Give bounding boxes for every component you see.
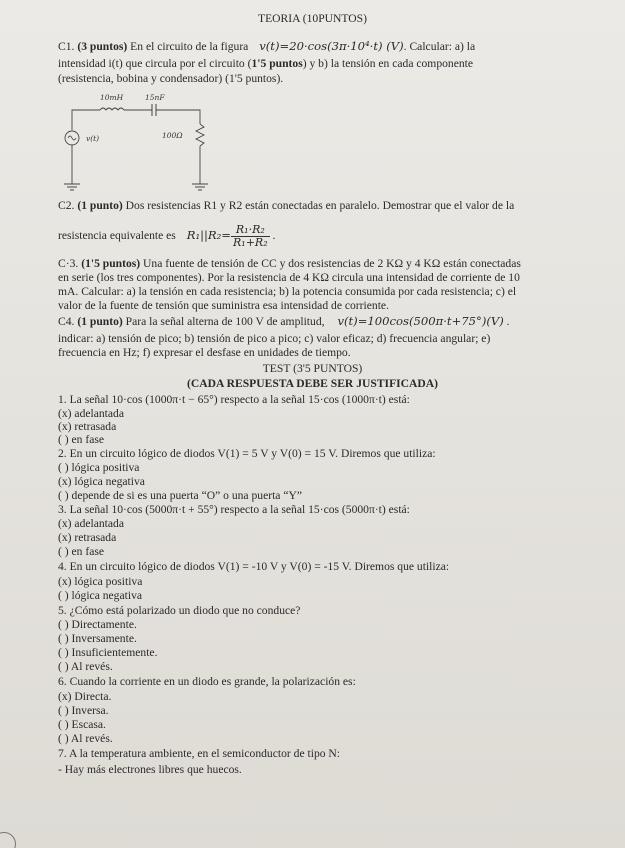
q3-text: 3. La señal 10·cos (5000π·t + 55°) respecto a la señal 15·cos (5000π·t) está:: [58, 503, 410, 516]
c3-line-2: en serie (los tres componentes). Por la resistencia de 4 KΩ circula una intensidad de corriente de 10: [58, 271, 520, 284]
source-label: v(t): [86, 134, 100, 143]
q6-option-3[interactable]: ( ) Escasa.: [58, 718, 106, 731]
c4-line-2: indicar: a) tensión de pico; b) tensión de pico a pico; c) valor eficaz; d) frecuencia angular; e): [58, 332, 491, 345]
q5-option-4[interactable]: ( ) Al revés.: [58, 660, 113, 673]
q5-text: 5. ¿Cómo está polarizado un diodo que no conduce?: [58, 604, 301, 617]
inductor-symbol: [100, 108, 124, 110]
c2-text-2: resistencia equivalente es: [58, 229, 176, 242]
sine-icon: [68, 136, 76, 140]
c2-line-2: resistencia equivalente es R₁||R₂= $\frac{\text{R₁·R₂}}{\text{R₁+R₂}}$ .: [58, 222, 276, 249]
c1-line2-b: 1'5 puntos: [251, 57, 303, 70]
test-subtitle: (CADA RESPUESTA DEBE SER JUSTIFICADA): [186, 377, 439, 390]
c1-line2-a: intensidad i(t) que circula por el circuito (: [58, 57, 252, 70]
q1-option-1[interactable]: (x) adelantada: [58, 407, 124, 420]
q6-option-4[interactable]: ( ) Al revés.: [58, 732, 113, 745]
q6-option-1[interactable]: (x) Directa.: [58, 690, 112, 703]
q5-option-2[interactable]: ( ) Inversamente.: [58, 632, 137, 645]
q1-option-2[interactable]: (x) retrasada: [58, 420, 117, 433]
q4-option-2[interactable]: ( ) lógica negativa: [58, 589, 143, 602]
c4-points: (1 punto): [77, 315, 123, 328]
q7-answer: - Hay más electrones libres que huecos.: [58, 763, 242, 776]
capacitor-label: 15nF: [145, 93, 165, 102]
c2-line-1: [58, 199, 625, 212]
c3-label: C·3.: [58, 257, 79, 270]
q7-text: 7. A la temperatura ambiente, en el semiconductor de tipo N:: [58, 747, 341, 760]
c3-points: (1'5 puntos): [81, 257, 141, 270]
capacitor-symbol: [152, 104, 156, 116]
c1-text-2: . Calcular: a) la: [403, 40, 476, 53]
c4-line-1: C4. (1 punto) Para la señal alterna de 100 V de amplitud, v(t)=100cos(500π·t+75°)(V) .: [58, 314, 510, 328]
resistor-symbol: [196, 124, 204, 146]
c1-line-1: [58, 40, 625, 53]
c2-fraction: [231, 224, 270, 249]
c2-label: C2.: [58, 199, 75, 212]
c2-formula-left: R₁||R₂=: [186, 228, 232, 242]
q1-text: 1. La señal 10·cos (1000π·t − 65°) respecto a la señal 15·cos (1000π·t) está:: [58, 393, 410, 406]
q4-text: 4. En un circuito lógico de diodos V(1) = -10 V y V(0) = -15 V. Diremos que utiliza:: [58, 560, 450, 573]
q2-text: 2. En un circuito lógico de diodos V(1) = 5 V y V(0) = 15 V. Diremos que utiliza:: [58, 447, 436, 460]
rlc-circuit-diagram: [60, 92, 220, 202]
c3-line-1: [58, 257, 625, 270]
ground-icon-left: [64, 184, 80, 190]
q2-option-1[interactable]: ( ) lógica positiva: [58, 461, 140, 474]
c2-text-1: Dos resistencias R1 y R2 están conectadas en paralelo. Demostrar que el valor de la: [122, 199, 515, 212]
c2-fraction-numerator: R₁·R₂: [231, 224, 270, 237]
c1-label: C1.: [58, 40, 75, 53]
inductor-label: 10mH: [100, 93, 124, 102]
c3-text-1: Una fuente de tensión de CC y dos resistencias de 2 KΩ y 4 KΩ están conectadas: [140, 257, 521, 270]
q5-option-1[interactable]: ( ) Directamente.: [58, 618, 137, 631]
q6-option-2[interactable]: ( ) Inversa.: [58, 704, 109, 717]
corner-circle-icon: [0, 832, 16, 848]
c1-points: (3 puntos): [77, 40, 128, 53]
c1-text-1: En el circuito de la figura: [127, 40, 249, 53]
q6-text: 6. Cuando la corriente en un diodo es grande, la polarización es:: [58, 675, 356, 688]
wire-top-right: [124, 110, 200, 124]
c1-formula: v(t)=20·cos(3π·10⁴·t) (V): [259, 39, 404, 53]
theory-title: TEORIA (10PUNTOS): [258, 12, 367, 25]
q2-option-2[interactable]: (x) lógica negativa: [58, 475, 145, 488]
q3-option-3[interactable]: ( ) en fase: [58, 545, 105, 558]
test-title: TEST (3'5 PUNTOS): [262, 362, 363, 375]
c4-label: C4.: [58, 315, 75, 328]
q1-option-3[interactable]: ( ) en fase: [58, 433, 105, 446]
c4-formula: v(t)=100cos(500π·t+75°)(V): [337, 314, 504, 328]
resistor-label: 100Ω: [162, 131, 183, 140]
q3-option-2[interactable]: (x) retrasada: [58, 531, 117, 544]
c1-line2-c: ) y b) la tensión en cada componente: [302, 57, 474, 70]
c3-line-3: mA. Calcular: a) la tensión en cada resistencia; b) la potencia consumida por cada resistencia; c) el: [58, 285, 517, 298]
q2-option-3[interactable]: ( ) depende de si es una puerta “O” o una puerta “Y”: [58, 489, 303, 502]
ground-icon-right: [192, 184, 208, 190]
q4-option-1[interactable]: (x) lógica positiva: [58, 575, 143, 588]
wire-top-left: [72, 110, 100, 130]
c1-line-2: [58, 57, 625, 70]
c4-line-3: frecuencia en Hz; f) expresar el desfase en unidades de tiempo.: [58, 346, 351, 359]
c3-line-4: valor de la fuente de tensión que suministra esa intensidad de corriente.: [58, 299, 389, 312]
c4-text-1: Para la señal alterna de 100 V de amplitud,: [122, 315, 325, 328]
c1-line-3: (resistencia, bobina y condensador) (1'5 puntos).: [58, 72, 284, 85]
c2-points: (1 punto): [77, 199, 123, 212]
c2-fraction-denominator: R₁+R₂: [233, 235, 268, 249]
q5-option-3[interactable]: ( ) Insuficientemente.: [58, 646, 158, 659]
q3-option-1[interactable]: (x) adelantada: [58, 517, 124, 530]
